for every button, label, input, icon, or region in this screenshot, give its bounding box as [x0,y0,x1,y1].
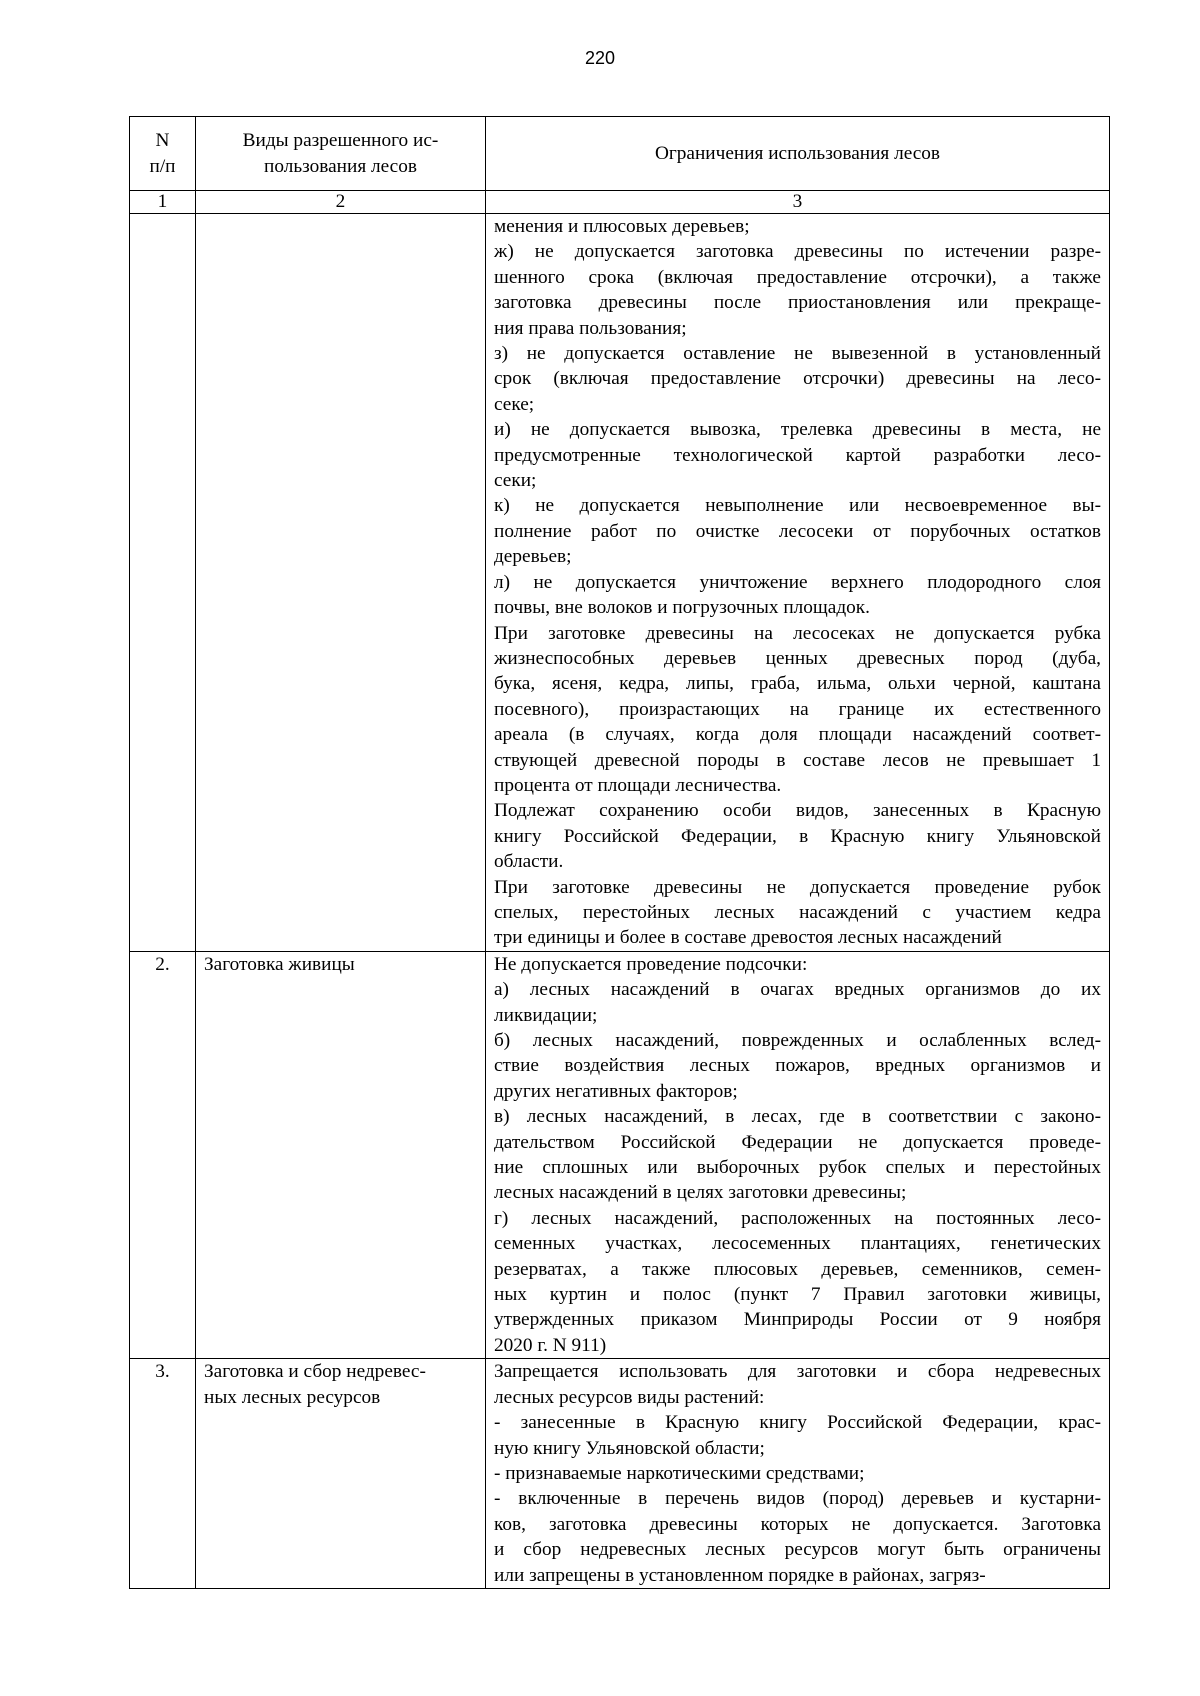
restriction-line: ных куртин и полос (пункт 7 Правил заготовки живицы, [494,1284,1101,1306]
restriction-line: утвержденных приказом Минприроды России от 9 ноября [494,1309,1101,1331]
restriction-line: Подлежат сохранению особи видов, занесенных в Красную [494,800,1101,822]
restriction-line: секе; [494,393,535,415]
restriction-line: в) лесных насаждений, в лесах, где в соответствии с законо- [494,1106,1101,1128]
table-row [130,951,1110,1359]
restriction-line: области. [494,851,564,873]
row-number: 2. [130,951,196,1359]
restriction-line: предусмотренные технологической картой разработки лесо- [494,444,1101,466]
use-kind-line: Заготовка живицы [204,953,355,975]
restriction-line: г) лесных насаждений, расположенных на постоянных лесо- [494,1207,1101,1229]
header-number: N п/п [130,117,196,191]
table-header-row [130,117,1110,191]
restriction-line: секи; [494,470,537,492]
restriction-line: ствующей древесной породы в составе лесов не превышает 1 [494,749,1101,771]
restriction-line: срок (включая предоставление отсрочки) древесины на лесо- [494,368,1101,390]
restriction-line: ствие воздействия лесных пожаров, вредных организмов и [494,1055,1101,1077]
use-kind-line: ных лесных ресурсов [204,1386,381,1408]
column-number-1: 1 [130,191,196,214]
restriction-line: Не допускается проведение подсочки: [494,953,808,975]
restriction-line: резерватах, а также плюсовых деревьев, семенников, семен- [494,1258,1101,1280]
restriction-line: ния права пользования; [494,317,687,339]
restriction-line: ж) не допускается заготовка древесины по истечении разре- [494,241,1101,263]
page-number: 220 [584,48,616,68]
restriction-line: з) не допускается оставление не вывезенной в установленный [494,343,1101,365]
restriction-line: семенных участках, лесосеменных плантациях, генетических [494,1233,1101,1255]
restriction-line: При заготовке древесины на лесосеках не допускается рубка [494,622,1101,644]
restriction-line: деревьев; [494,546,572,568]
restriction-line: 2020 г. N 911) [494,1334,607,1356]
restriction-line: лесных ресурсов виды растений: [494,1386,765,1408]
row-use-kind [196,214,486,952]
table-row [130,214,1110,952]
restriction-line: ную книгу Ульяновской области; [494,1437,765,1459]
use-kind-line: Заготовка и сбор недревес- [204,1361,426,1383]
restriction-line: или запрещены в установленном порядке в районах, загряз- [494,1564,986,1586]
restriction-line: других негативных факторов; [494,1080,738,1102]
restriction-line: дательством Российской Федерации не допускается проведе- [494,1131,1101,1153]
restriction-line: шенного срока (включая предоставление отсрочки), а также [494,266,1101,288]
restriction-line: и сбор недревесных лесных ресурсов могут быть ограничены [494,1539,1101,1561]
column-number-3: 3 [486,191,1110,214]
row-restrictions [486,1359,1110,1589]
restriction-line: три единицы и более в составе древостоя лесных насаждений [494,927,1002,949]
restriction-line: - включенные в перечень видов (пород) деревьев и кустарни- [494,1488,1101,1510]
restriction-line: Запрещается использовать для заготовки и сбора недревесных [494,1361,1101,1383]
row-use-kind [196,1359,486,1589]
restriction-line: - занесенные в Красную книгу Российской Федерации, крас- [494,1412,1101,1434]
restriction-line: - признаваемые наркотическими средствами; [494,1462,865,1484]
table-row [130,1359,1110,1589]
restriction-line: полнение работ по очистке лесосеки от порубочных остатков [494,520,1101,542]
restriction-line: процента от площади лесничества. [494,774,782,796]
restriction-line: и) не допускается вывозка, трелевка древесины в места, не [494,419,1101,441]
restriction-line: При заготовке древесины не допускается проведение рубок [494,876,1101,898]
restriction-line: посевного), произрастающих на границе их естественного [494,698,1101,720]
column-number-2: 2 [196,191,486,214]
header-use-kind: Виды разрешенного ис- пользования лесов [196,117,486,191]
restriction-line: менения и плюсовых деревьев; [494,216,750,237]
forest-use-restrictions-table [129,116,1110,1589]
restriction-line: к) не допускается невыполнение или несвоевременное вы- [494,495,1101,517]
restriction-line: ареала (в случаях, когда доля площади насаждений соответ- [494,724,1101,746]
restriction-line: спелых, перестойных лесных насаждений с участием кедра [494,901,1101,923]
restriction-line: бука, ясеня, кедра, липы, граба, ильма, ольхи черной, каштана [494,673,1101,695]
header-restrictions: Ограничения использования лесов [486,117,1110,191]
restriction-line: ков, заготовка древесины которых не допускается. Заготовка [494,1513,1101,1535]
column-numbers-row [130,191,1110,214]
restriction-line: почвы, вне волоков и погрузочных площадок. [494,597,870,619]
row-number [130,214,196,952]
restriction-line: лесных насаждений в целях заготовки древесины; [494,1182,907,1204]
restriction-line: а) лесных насаждений в очагах вредных организмов до их [494,979,1101,1001]
row-number: 3. [130,1359,196,1589]
row-use-kind [196,951,486,1359]
row-restrictions [486,214,1110,952]
restriction-line: книгу Российской Федерации, в Красную книгу Ульяновской [494,825,1101,847]
restriction-line: ликвидации; [494,1004,598,1026]
restriction-line: ние сплошных или выборочных рубок спелых и перестойных [494,1157,1101,1179]
restriction-line: б) лесных насаждений, поврежденных и ослабленных вслед- [494,1030,1101,1051]
restriction-line: л) не допускается уничтожение верхнего плодородного слоя [494,571,1101,593]
restriction-line: заготовка древесины после приостановления или прекраще- [494,292,1101,314]
table-body [130,214,1110,1589]
restriction-line: жизнеспособных деревьев ценных древесных пород (дуба, [494,647,1101,669]
row-restrictions [486,951,1110,1359]
